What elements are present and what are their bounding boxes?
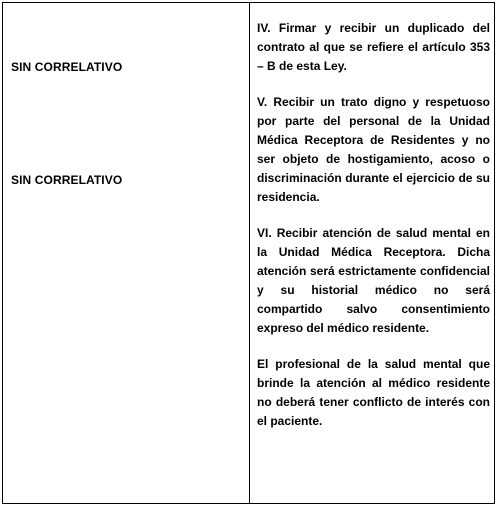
paragraph-v: V. Recibir un trato digno y respetuoso por parte del personal de la Unidad Médica Receptora de Residentes y no ser objeto de hostigamiento, acoso o discriminación durante el ejercicio de su residencia. bbox=[257, 95, 490, 204]
left-cell-label: SIN CORRELATIVO bbox=[11, 173, 123, 187]
paragraph-iv: IV. Firmar y recibir un duplicado del contrato al que se refiere el artículo 353 – B de esta Ley. bbox=[257, 21, 490, 73]
paragraph-vi: VI. Recibir atención de salud mental en la Unidad Médica Receptora. Dicha atención será estrictamente confidencial y su historial médico no será compartido salvo consentimiento expreso del médico residente. bbox=[257, 226, 490, 335]
column-divider bbox=[249, 3, 250, 503]
left-cell-label: SIN CORRELATIVO bbox=[11, 60, 123, 74]
paragraph-mental-health-professional: El profesional de la salud mental que brinde la atención al médico residente no deberá tener conflicto de interés con el paciente. bbox=[257, 357, 490, 428]
comparison-table bbox=[2, 2, 495, 504]
right-cell-text bbox=[257, 19, 490, 431]
